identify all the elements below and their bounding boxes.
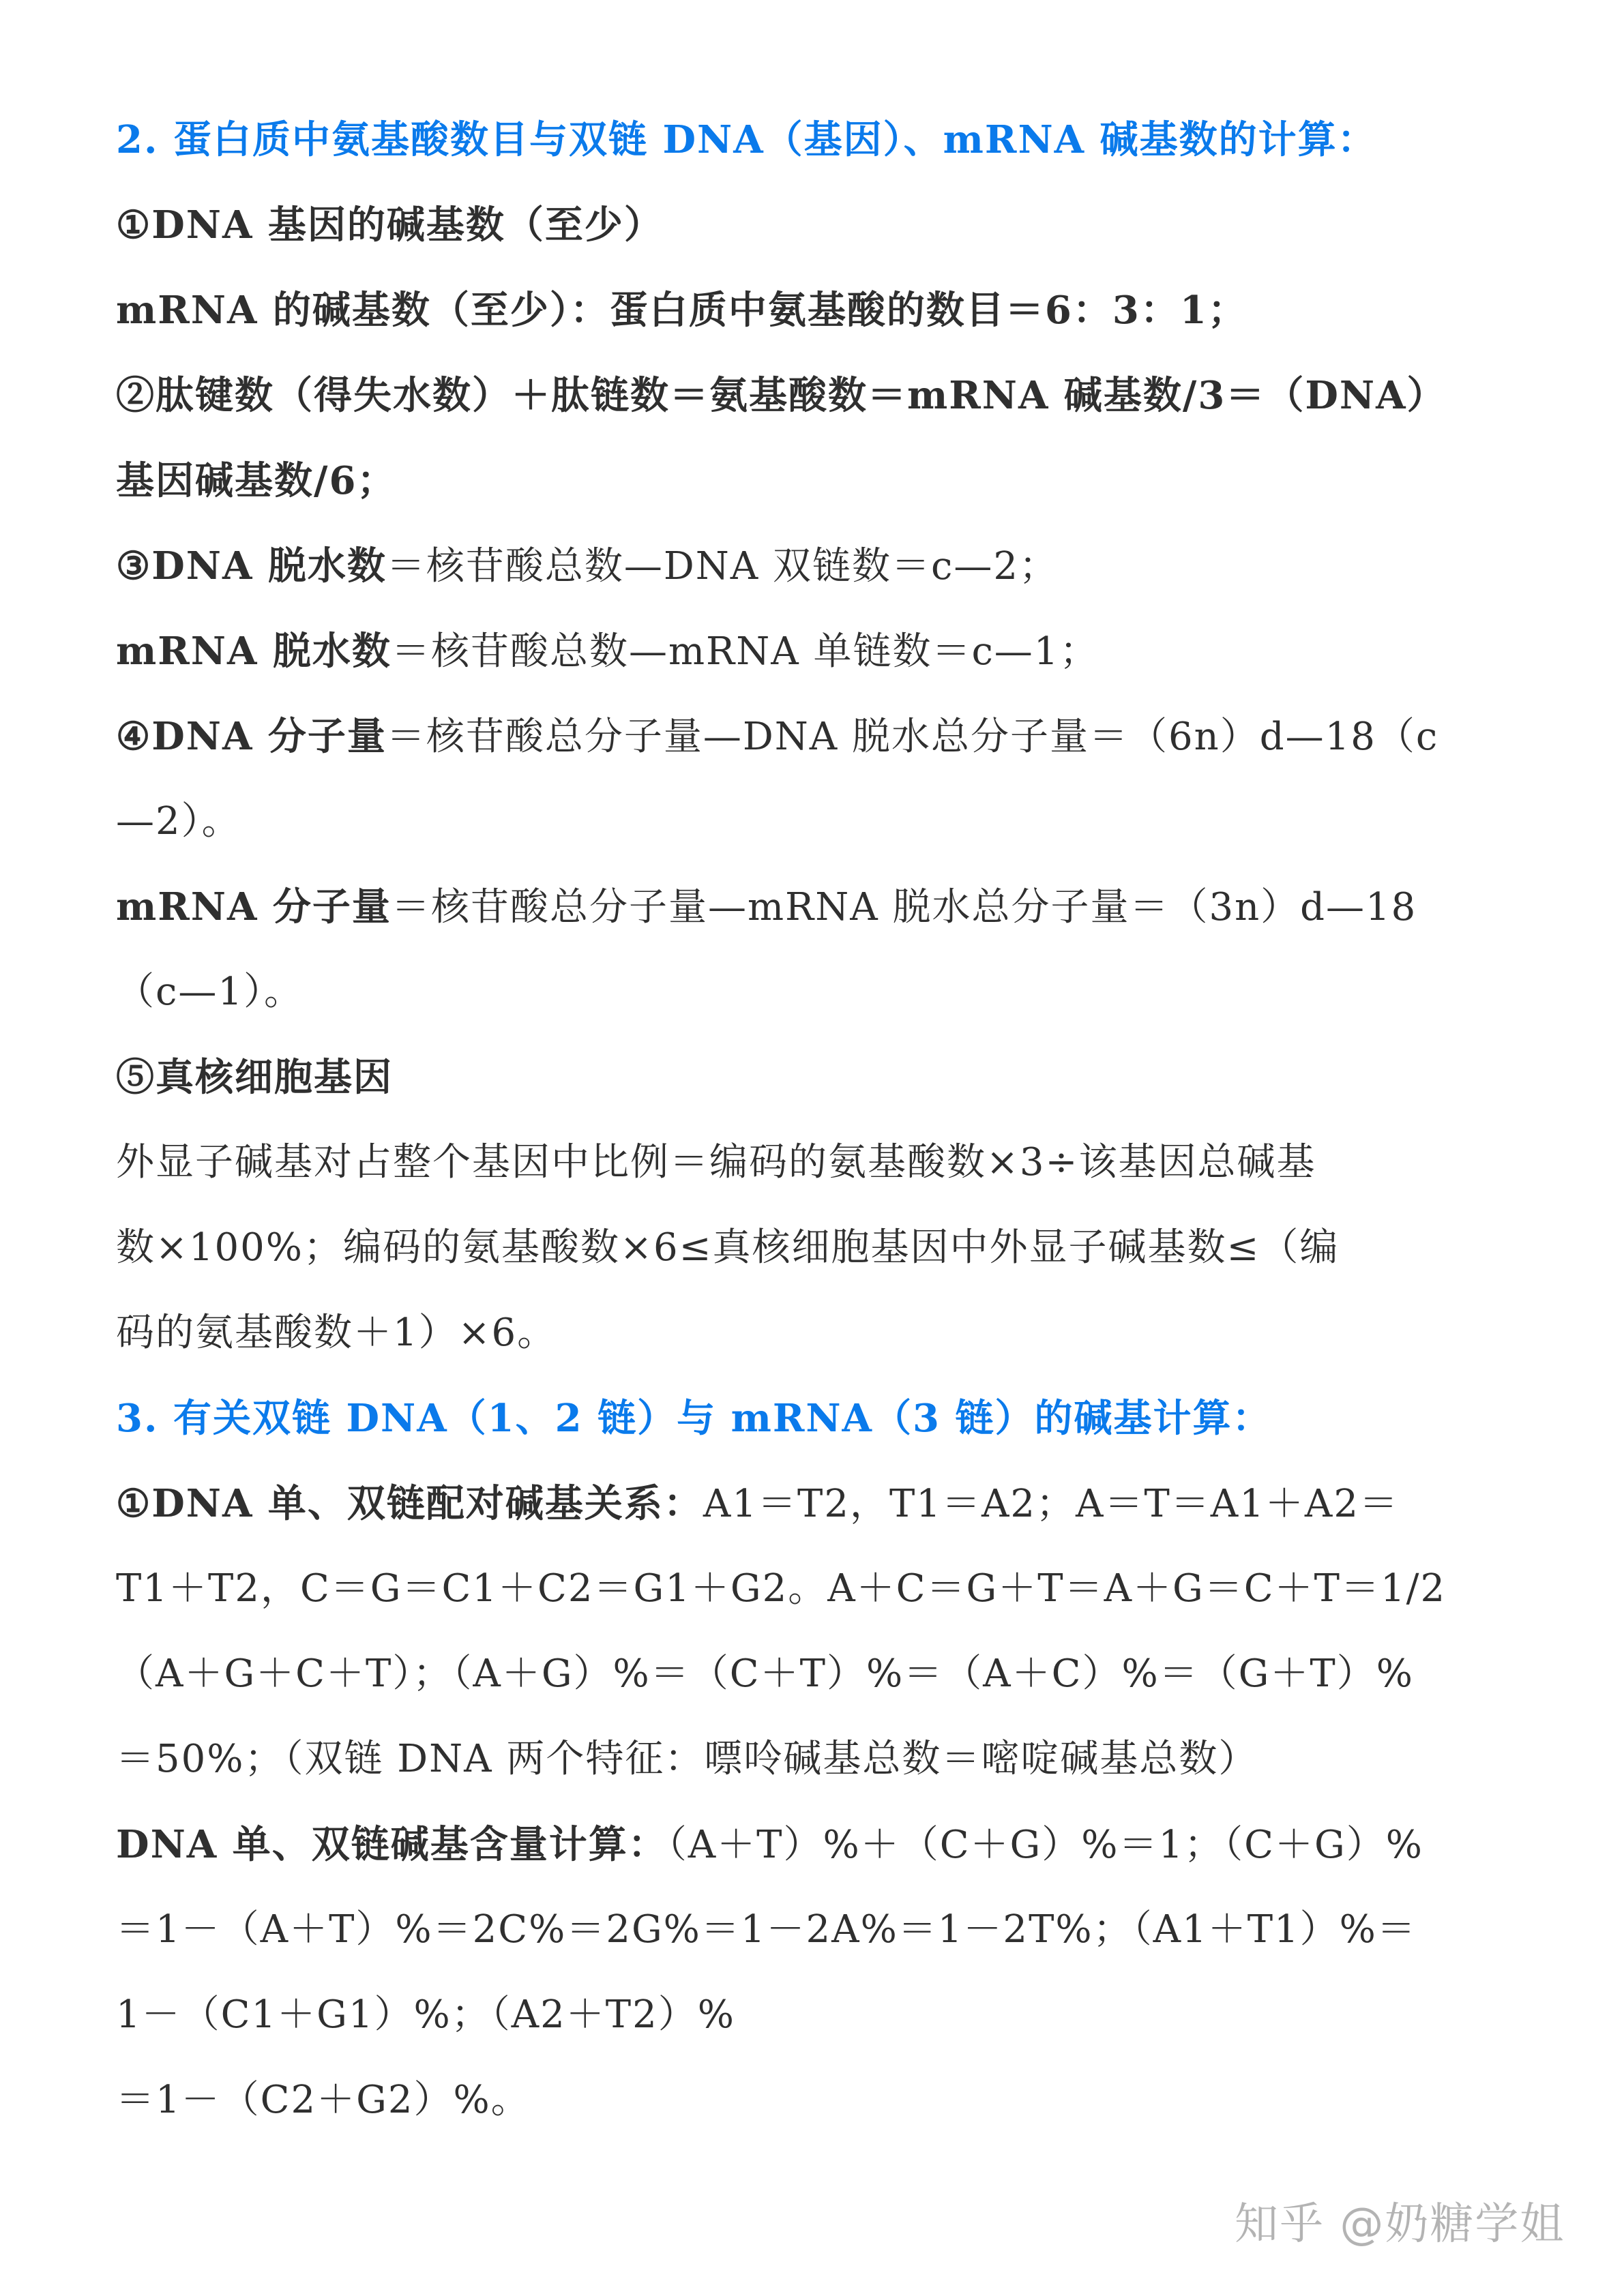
- section-3-item-1-line-1: [116, 1476, 1399, 1531]
- section-2-item-5-line-3: 码的氨基酸数＋1）×6。: [116, 1311, 557, 1355]
- item-3b-label: mRNA 脱水数: [116, 629, 392, 674]
- section-3-item-2-line-3: 1－（C1＋G1）%；（A2＋T2）%: [116, 1993, 735, 2037]
- zhihu-watermark: 知乎 @奶糖学姐: [1235, 2199, 1565, 2250]
- section-2-item-4-line-2: —2）。: [116, 799, 241, 844]
- section-2-heading: 2. 蛋白质中氨基酸数目与双链 DNA（基因）、mRNA 碱基数的计算：: [116, 117, 1377, 162]
- section-2-item-2-line-2: 基因碱基数/6；: [116, 458, 397, 503]
- section-3-heading: 3. 有关双链 DNA（1、2 链）与 mRNA（3 链）的碱基计算：: [116, 1396, 1272, 1441]
- section-3-item-1-line-2: T1＋T2，C＝G＝C1＋C2＝G1＋G2。A＋C＝G＋T＝A＋G＝C＋T＝1/2: [116, 1566, 1447, 1611]
- section-3-item-1-line-3: （A＋G＋C＋T）；（A＋G）%＝（C＋T）%＝（A＋C）%＝（G＋T）%: [116, 1652, 1414, 1696]
- item-3b-formula: ＝核苷酸总数—mRNA 单链数＝c—1；: [391, 629, 1099, 674]
- item-2-label: DNA 单、双链碱基含量计算：: [116, 1822, 668, 1867]
- item-4b-label: mRNA 分子量: [116, 884, 392, 929]
- item-4b-formula: ＝核苷酸总分子量—mRNA 脱水总分子量＝（3n）d—18: [391, 885, 1417, 929]
- item-3-formula: ＝核苷酸总数—DNA 双链数＝c—2；: [386, 544, 1059, 588]
- section-2-item-1-title: ①DNA 基因的碱基数（至少）: [116, 203, 664, 248]
- section-2-item-4-dna-mass: [116, 709, 1438, 764]
- section-2-item-4-mrna-mass: [116, 880, 1417, 934]
- section-3-item-2-line-1: [116, 1817, 1423, 1872]
- section-2-item-3-mrna-dehydration: [116, 624, 1099, 679]
- section-2-item-5-line-1: 外显子碱基对占整个基因中比例＝编码的氨基酸数×3÷该基因总碱基: [116, 1140, 1316, 1184]
- section-2-item-5-line-2: 数×100%；编码的氨基酸数×6≤真核细胞基因中外显子碱基数≤（编: [116, 1225, 1340, 1270]
- item-1-formula: A1＝T2，T1＝A2；A＝T＝A1＋A2＝: [703, 1482, 1399, 1526]
- section-2-item-5-title: ⑤真核细胞基因: [116, 1055, 393, 1100]
- item-1-label: ①DNA 单、双链配对碱基关系：: [116, 1481, 703, 1526]
- section-2-item-2-line-1: ②肽键数（得失水数）＋肽链数＝氨基酸数＝mRNA 碱基数/3＝（DNA）: [116, 373, 1447, 418]
- section-3-item-2-line-4: ＝1－（C2＋G2）%。: [116, 2078, 531, 2122]
- section-3-item-2-line-2: ＝1－（A＋T）%＝2C%＝2G%＝1－2A%＝1－2T%；（A1＋T1）%＝: [116, 1907, 1417, 1952]
- item-4-formula: ＝核苷酸总分子量—DNA 脱水总分子量＝（6n）d—18（c: [386, 715, 1439, 759]
- item-2-formula: （A＋T）%＋（C＋G）%＝1；（C＋G）%: [667, 1823, 1423, 1867]
- section-2-item-3-dna-dehydration: [116, 539, 1059, 593]
- section-2-item-4b-line-2: （c—1）。: [116, 970, 304, 1014]
- mrna-base-count-label: mRNA 的碱基数（至少）：蛋白质中氨基酸的数目＝6：3：1；: [116, 288, 1247, 333]
- item-4-label: ④DNA 分子量: [116, 714, 387, 759]
- item-3-label: ③DNA 脱水数: [116, 543, 387, 588]
- section-2-item-1-formula: [116, 283, 1247, 338]
- section-3-item-1-line-4: ＝50%；（双链 DNA 两个特征：嘌呤碱基总数＝嘧啶碱基总数）: [116, 1737, 1258, 1781]
